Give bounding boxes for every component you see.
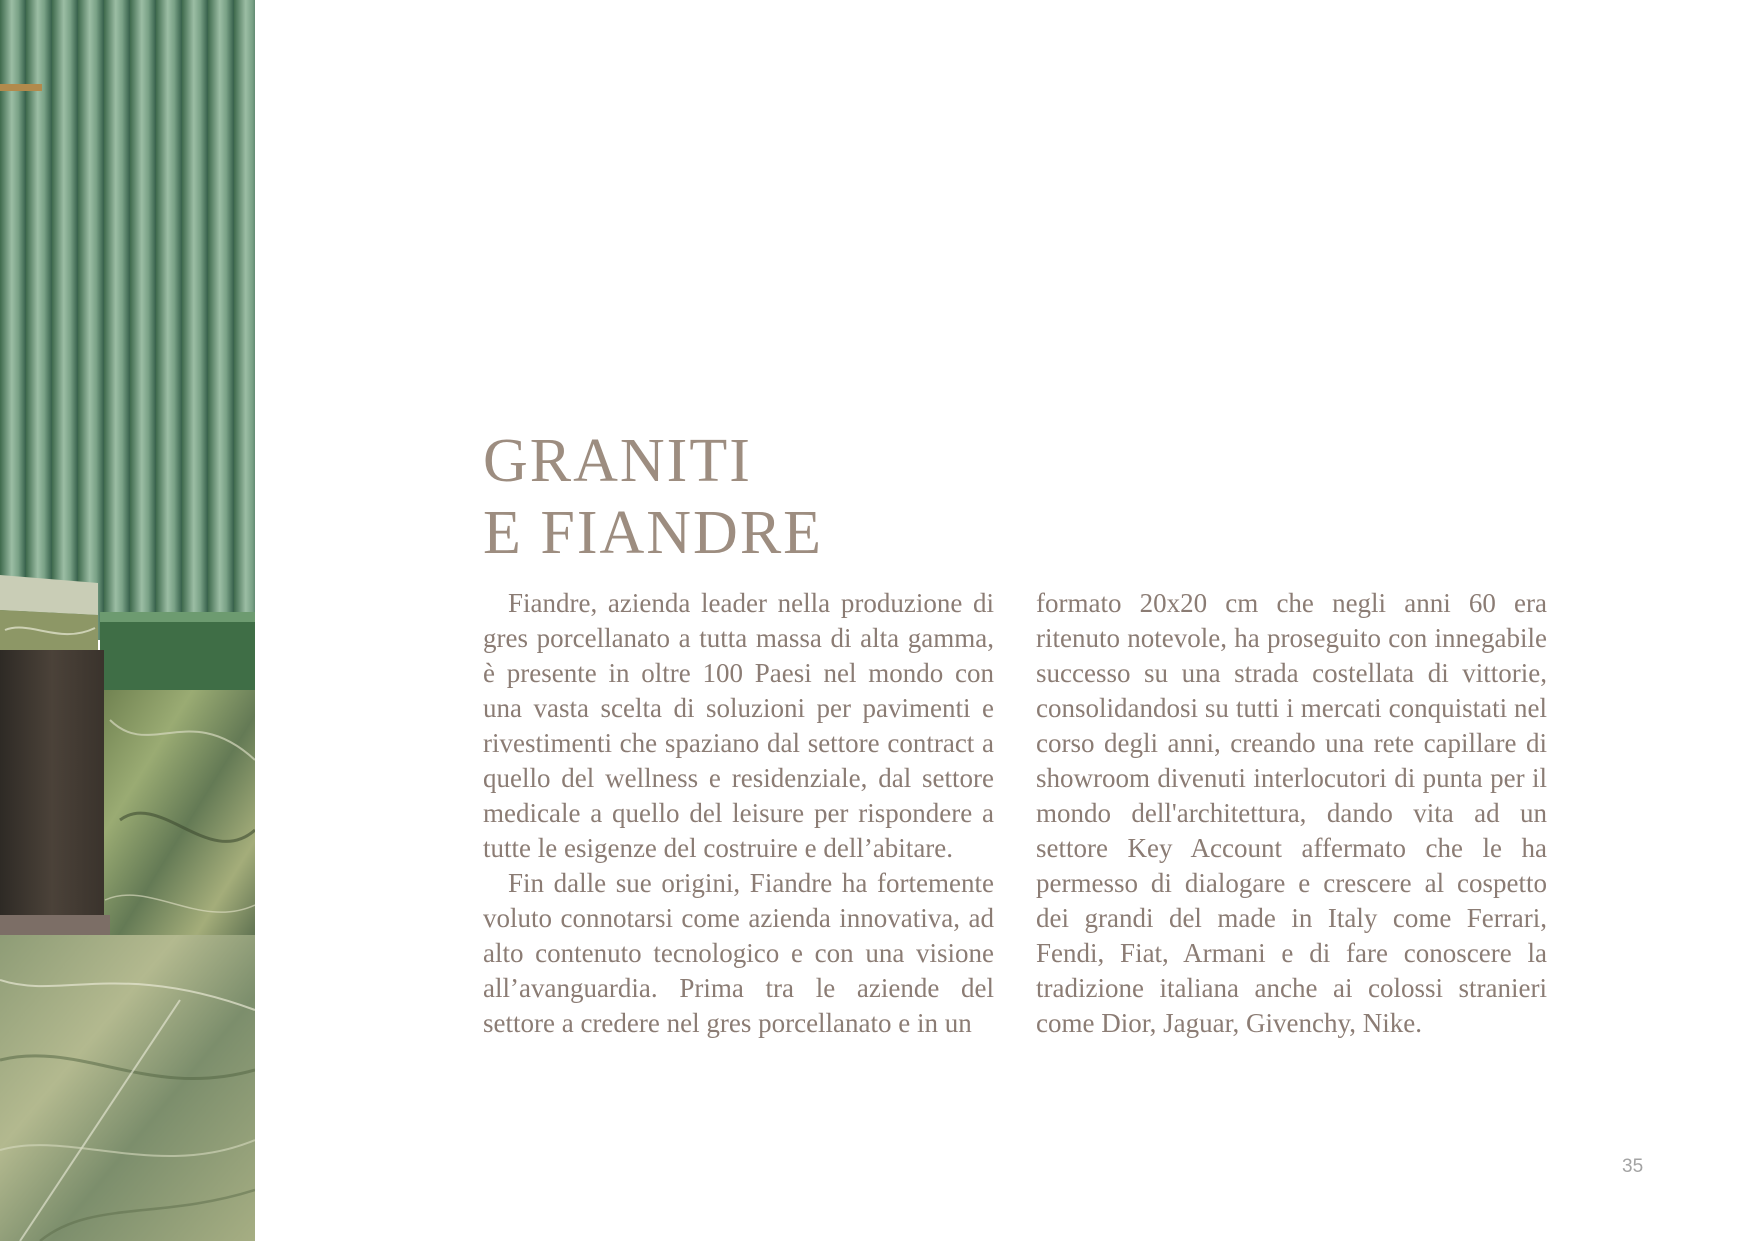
page-title [483,425,823,569]
interior-photo [0,0,255,1241]
title-line-2: E FIANDRE [483,499,824,567]
paragraph-3: formato 20x20 cm che negli anni 60 era ritenuto notevole, ha proseguito con innegabile successo su una strada costellata di vittorie, consolidandosi su tutti i mercati conquistati nel corso degli anni, creando una rete capillare di showroom divenuti interlocutori di punta per il mondo dell'architettura, dando vita ad un settore Key Account affermato che le ha permesso di dialogare e crescere al cospetto dei grandi del made in Italy come Ferrari, Fendi, Fiat, Armani e di fare conoscere la tradizione italiana anche ai colossi stranieri come Dior, Jaguar, Givenchy, Nike. [1036,588,1547,1038]
page-number: 35 [1622,1156,1644,1177]
text-column-right [1036,586,1547,1041]
paragraph-2: Fin dalle sue origini, Fiandre ha fortemente voluto connotarsi come azienda innovativa, ad alto contenuto tecnologico e con una visione all’avanguardia. Prima tra le aziende del settore a credere nel gres porcellanato e in un [483,868,994,1038]
photo-illustration [0,0,255,1241]
text-column-left [483,586,994,1041]
title-line-1: GRANITI [483,427,752,495]
paragraph-1: Fiandre, azienda leader nella produzione di gres porcellanato a tutta massa di alta gamma, è presente in oltre 100 Paesi nel mondo con una vasta scelta di soluzioni per pavimenti e rivestimenti che spaziano dal settore contract a quello del wellness e residenziale, dal settore medicale a quello del leisure per rispondere a tutte le esigenze del costruire e dell’abitare. [483,588,994,863]
